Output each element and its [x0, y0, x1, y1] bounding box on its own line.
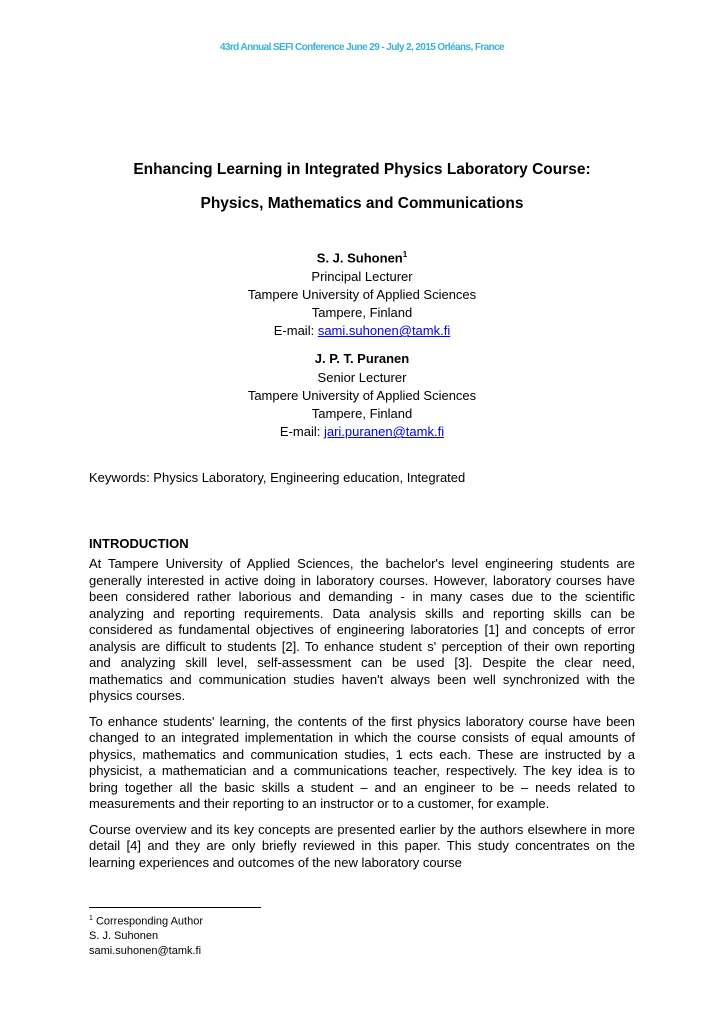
- paper-title: [0, 160, 724, 228]
- footnote-name: S. J. Suhonen: [89, 930, 159, 943]
- email-link[interactable]: sami.suhonen@tamk.fi: [317, 323, 451, 339]
- section-heading: INTRODUCTION: [89, 536, 189, 551]
- footnote-line: $^1$ Corresponding Author: [89, 915, 203, 928]
- author-email: E-mail: jari.puranen@tamk.fi: [279, 424, 445, 440]
- footnote-email: sami.suhonen@tamk.fi: [89, 944, 202, 957]
- title-line-1: Enhancing Learning in Integrated Physics Laboratory Course:: [133, 161, 591, 178]
- footnote-divider: [89, 907, 261, 908]
- paragraph: To enhance students' learning, the contents of the first physics laboratory course have been changed to an integrated implementation in which the course consists of equal amounts of physics, mathematics and communication studies, 1 ects each. These are instructed by a physicist, a mathematician and a communications teacher, respectively. The key idea is to bring together all the basic skills a student – and an engineer to be – needs related to measurements and their reporting to an instructor or to a customer, for example.: [89, 713, 635, 811]
- author-institution: Tampere University of Applied Sciences: [247, 286, 477, 302]
- author-name: S. J. Suhonen$^1$: [316, 250, 408, 266]
- author-position: Senior Lecturer: [317, 369, 407, 385]
- footnote-marker: 1: [402, 250, 408, 259]
- author-name: J. P. T. Puranen: [314, 351, 410, 367]
- author-block: [0, 246, 724, 441]
- paragraph: At Tampere University of Applied Sciences, the bachelor's level engineering students are generally interested in active doing in laboratory courses. However, laboratory courses have been considered rather laborious and demanding - in many cases due to the scientific analyzing and reporting requirements. Data analysis skills and reporting skills can be considered as fundamental objectives of engineering laboratories [1] and concepts of error analysis are difficult to students [2]. To enhance student s' perception of their own reporting and analyzing skill level, self-assessment can be used [3]. Despite the clear need, mathematics and communication studies haven't always been well synchronized with the physics courses.: [89, 556, 635, 703]
- author-institution: Tampere University of Applied Sciences: [247, 387, 477, 403]
- author-2: [0, 350, 724, 441]
- body-text: [89, 556, 635, 880]
- author-position: Principal Lecturer: [311, 268, 413, 284]
- conference-header: 43rd Annual SEFI Conference June 29 - July 2, 2015 Orléans, France: [219, 42, 505, 53]
- email-link[interactable]: jari.puranen@tamk.fi: [323, 424, 445, 440]
- author-1: [0, 246, 724, 340]
- title-line-2: Physics, Mathematics and Communications: [200, 195, 524, 212]
- author-email: E-mail: sami.suhonen@tamk.fi: [273, 323, 451, 339]
- keywords: Keywords: Physics Laboratory, Engineering education, Integrated: [89, 470, 466, 485]
- author-location: Tampere, Finland: [311, 304, 413, 320]
- paragraph: Course overview and its key concepts are presented earlier by the authors elsewhere in more detail [4] and they are only briefly reviewed in this paper. This study concentrates on the learning experiences and outcomes of the new laboratory course: [89, 821, 635, 870]
- footnote: [89, 912, 203, 958]
- author-location: Tampere, Finland: [311, 405, 413, 421]
